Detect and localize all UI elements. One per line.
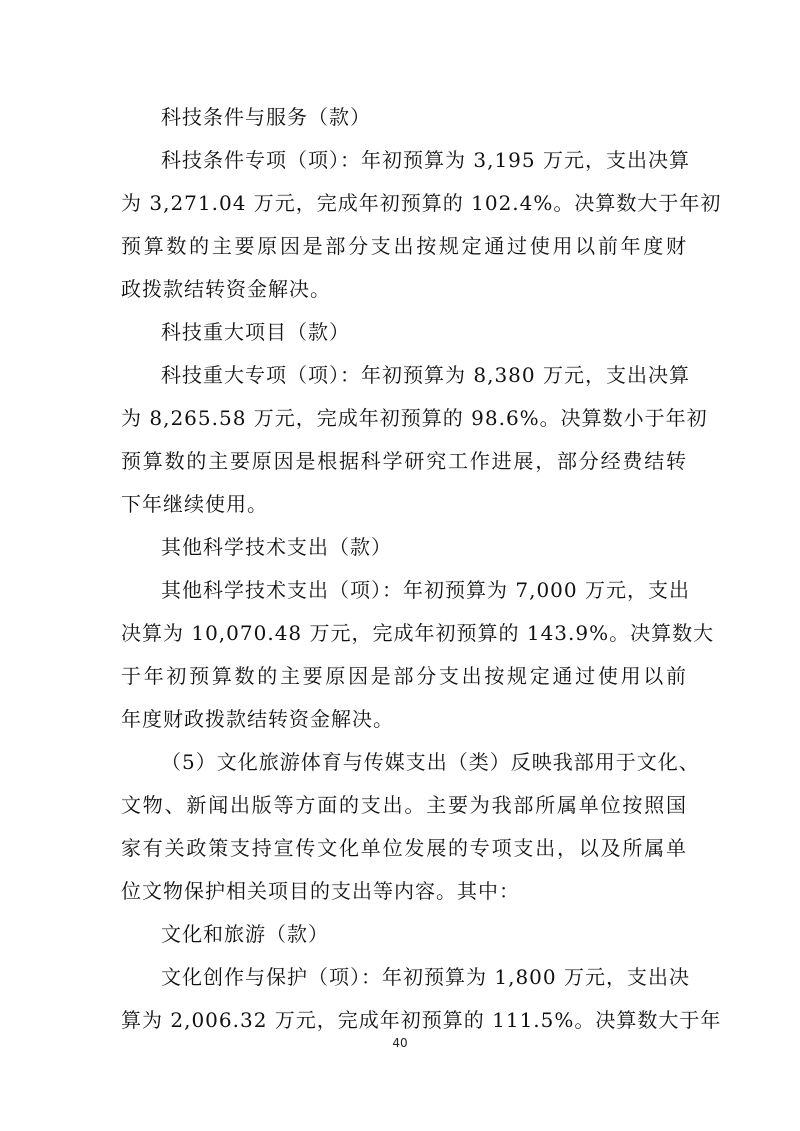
paragraph-line: 为 3,271.04 万元，完成年初预算的 102.4%。决算数大于年初: [121, 191, 722, 215]
paragraph-line: 文物、新闻出版等方面的支出。主要为我部所属单位按照国: [121, 793, 687, 817]
section-heading: 文化和旅游（款）: [161, 922, 329, 946]
paragraph-line: 决算为 10,070.48 万元，完成年初预算的 143.9%。决算数大: [121, 621, 715, 645]
paragraph-line: 政拨款结转资金解决。: [121, 277, 331, 301]
paragraph-line: 下年继续使用。: [121, 492, 268, 516]
paragraph-line: 预算数的主要原因是根据科学研究工作进展，部分经费结转: [121, 449, 687, 473]
section-heading: 科技重大项目（款）: [161, 320, 350, 344]
paragraph-line: 为 8,265.58 万元，完成年初预算的 98.6%。决算数小于年初: [121, 406, 708, 430]
paragraph-line: 算为 2,006.32 万元，完成年初预算的 111.5%。决算数大于年: [121, 1008, 722, 1032]
paragraph-line: 家有关政策支持宣传文化单位发展的专项支出，以及所属单: [121, 836, 687, 860]
paragraph-line: 年度财政拨款结转资金解决。: [121, 707, 394, 731]
paragraph-line: 于年初预算数的主要原因是部分支出按规定通过使用以前: [121, 664, 687, 688]
page-number: 40: [392, 1036, 408, 1050]
section-heading: 科技条件与服务（款）: [161, 105, 371, 129]
paragraph-line: 科技重大专项（项）：年初预算为 8,380 万元，支出决算: [161, 363, 690, 387]
document-body: [121, 96, 722, 1042]
paragraph-line: 其他科学技术支出（项）：年初预算为 7,000 万元，支出: [161, 578, 690, 602]
paragraph-line: 科技条件专项（项）：年初预算为 3,195 万元，支出决算: [161, 148, 690, 172]
paragraph-line: （5）文化旅游体育与传媒支出（类）反映我部用于文化、: [161, 750, 700, 774]
paragraph-line: 位文物保护相关项目的支出等内容。其中：: [121, 879, 520, 903]
paragraph-line: 预算数的主要原因是部分支出按规定通过使用以前年度财: [121, 234, 687, 258]
paragraph-line: 文化创作与保护（项）：年初预算为 1,800 万元，支出决: [161, 965, 690, 989]
section-heading: 其他科学技术支出（款）: [161, 535, 392, 559]
